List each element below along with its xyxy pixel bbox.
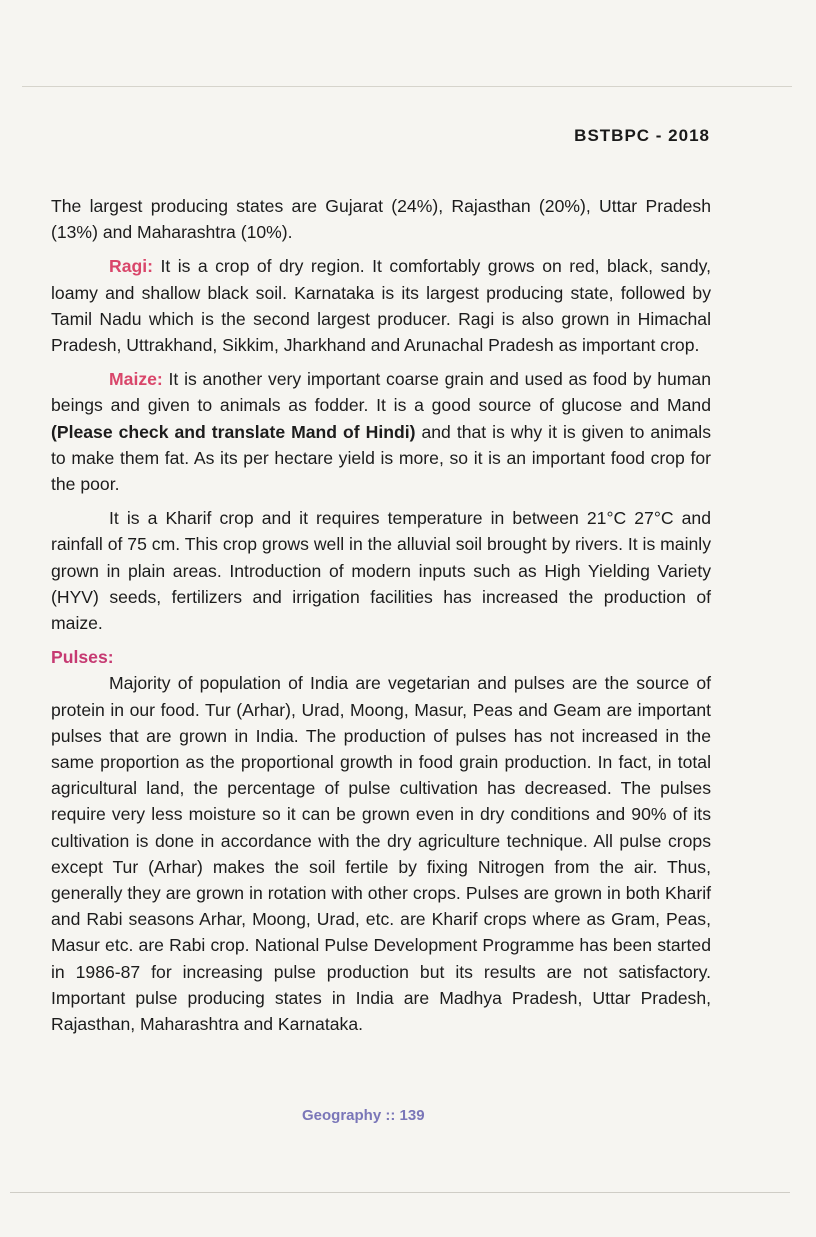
maize-text-after: and that is why it is given to animals to make them fat. As its per hectare yield is more, so it is an important food crop for the poor. [51,421,711,495]
intro-paragraph: The largest producing states are Gujarat (24%), Rajasthan (20%), Uttar Pradesh (13%) and Maharashtra (10%). [51,196,711,243]
header-code: BSTBPC - 2018 [574,126,710,145]
top-rule [22,86,792,87]
maize-term: Maize: [109,369,163,390]
pulses-heading: Pulses: [51,647,114,668]
pulses-paragraph: Majority of population of India are vegetarian and pulses are the source of protein in our food. Tur (Arhar), Urad, Moong, Masur, Peas and Geam are important pulses that are grown in India. The production of pulses has not increased in the same proportion as the proportional growth in food grain production. In fact, in total agricultural land, the percentage of pulse cultivation has decreased. The pulses require very less moisture so it can be grown even in dry conditions and 90% of its cultivation is done in accordance with the dry agriculture technique. All pulse crops except Tur (Arhar) makes the soil fertile by fixing Nitrogen from the air. Thus, generally they are grown in rotation with other crops. Pulses are grown in both Kharif and Rabi seasons Arhar, Moong, Urad, etc. are Kharif crops where as Gram, Peas, Masur etc. are Rabi crop. National Pulse Development Programme has been started in 1986-87 for increasing pulse production but its results are not satisfactory. Important pulse producing states in India are Madhya Pradesh, Uttar Pradesh, Rajasthan, Maharashtra and Karnataka. [51,673,711,1035]
maize-text-before: It is another very important coarse grain and used as food by human beings and given to animals as fodder. It is a good source of glucose and Mand [51,369,711,416]
maize-paragraph [51,366,711,497]
page-footer: Geography :: 139 [302,1107,425,1124]
ragi-term: Ragi: [109,256,153,277]
content [51,193,711,1037]
ragi-paragraph [51,253,711,358]
maize-emphasis: (Please check and translate Mand of Hindi) [51,421,416,442]
ragi-text: It is a crop of dry region. It comfortably grows on red, black, sandy, loamy and shallow black soil. Karnataka is its largest producing state, followed by Tamil Nadu which is the second largest producer. Ragi is also grown in Himachal Pradesh, Uttrakhand, Sikkim, Jharkhand and Arunachal Pradesh as important crop. [51,256,711,356]
kharif-paragraph: It is a Kharif crop and it requires temperature in between 21°C 27°C and rainfall of 75 cm. This crop grows well in the alluvial soil brought by rivers. It is mainly grown in plain areas. Introduction of modern inputs such as High Yielding Variety (HYV) seeds, fertilizers and irrigation facilities has increased the production of maize. [51,508,711,634]
bottom-rule [10,1192,790,1193]
